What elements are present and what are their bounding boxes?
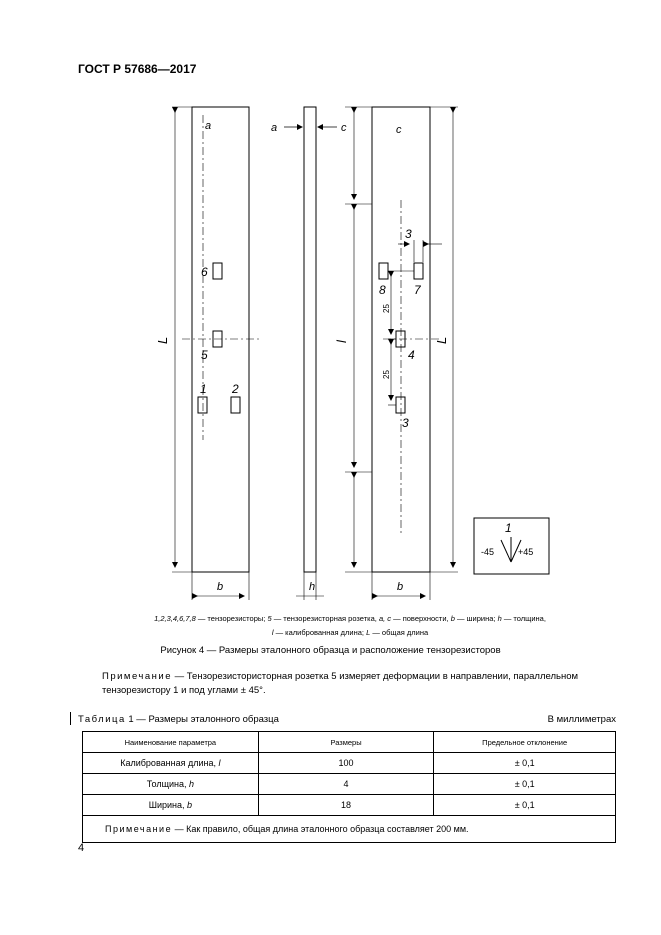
gauge-6-label: 6 <box>201 265 208 279</box>
table-header-row <box>83 732 616 753</box>
gauge-6 <box>213 263 222 279</box>
figure-caption: Рисунок 4 — Размеры эталонного образца и расположение тензорезисторов <box>160 645 501 656</box>
width-b-right-label: b <box>397 581 404 593</box>
table-note-row: Примечание — Как правило, общая длина эталонного образца составляет 200 мм. <box>83 816 616 843</box>
gauge-1-label: 1 <box>200 382 207 396</box>
figure-note <box>102 670 616 698</box>
figure-legend: 1,2,3,4,6,7,8 — тензорезисторы; 5 — тензорезисторная розетка, a, c — поверхности, b — ширина; h — толщина, l — калиброванная длина; L — общая длина <box>154 614 546 637</box>
rosette-gauge-label: 1 <box>505 521 512 535</box>
note-text: — Тензорезистористoрная розетка 5 измеряет деформации в направлении, параллельном тензорезистору 1 и под углами ± 45°. <box>102 671 579 696</box>
width-b-label: b <box>217 581 224 593</box>
gauge-5-label: 5 <box>201 348 208 362</box>
gauge-8 <box>379 263 388 279</box>
document-header: ГОСТ Р 57686—2017 <box>78 62 197 76</box>
parameters-table <box>82 731 616 843</box>
table-row: Толщина, h 4 ± 0,1 <box>83 774 616 795</box>
surface-a-label: a <box>205 120 212 132</box>
length-L-label: L <box>155 336 170 344</box>
table-units: В миллиметрах <box>547 714 616 725</box>
table-row: Калиброванная длина, l 100 ± 0,1 <box>83 753 616 774</box>
gauge-4-label: 4 <box>408 348 415 362</box>
gauge-7-label: 7 <box>414 283 421 297</box>
rosette-plus45-label: +45 <box>518 547 534 557</box>
arrow-a-label: a <box>271 122 278 134</box>
header-tolerance: Предельное отклонение <box>434 732 616 753</box>
arrow-c-label: c <box>341 122 347 134</box>
length-L-right-label: L <box>434 336 449 344</box>
gauge-2-label: 2 <box>232 382 239 396</box>
note-lead: Примечание <box>102 671 172 682</box>
gauge-3 <box>396 397 405 413</box>
surface-c-label: c <box>396 124 402 136</box>
side-view-specimen <box>304 107 316 572</box>
table-title: Таблица 1 — Размеры эталонного образца <box>78 714 279 725</box>
page-number: 4 <box>78 842 85 854</box>
header-parameter: Наименование параметра <box>83 732 259 753</box>
front-view-specimen <box>192 107 249 572</box>
offset-3-label: 3 <box>405 227 412 241</box>
spacing-25-bottom-label: 25 <box>382 370 391 379</box>
calibrated-length-label: l <box>334 340 349 343</box>
change-bar <box>70 712 71 725</box>
gauge-2 <box>231 397 240 413</box>
spacing-25-top-label: 25 <box>382 304 391 313</box>
gauge-8-label: 8 <box>379 283 386 297</box>
thickness-h-label: h <box>309 581 316 593</box>
gauge-3-label: 3 <box>402 416 409 430</box>
gauge-7 <box>414 263 423 279</box>
header-size: Размеры <box>258 732 434 753</box>
rosette-minus45-label: -45 <box>481 547 495 557</box>
table-row: Ширина, b 18 ± 0,1 <box>83 795 616 816</box>
gauge-1 <box>198 397 207 413</box>
